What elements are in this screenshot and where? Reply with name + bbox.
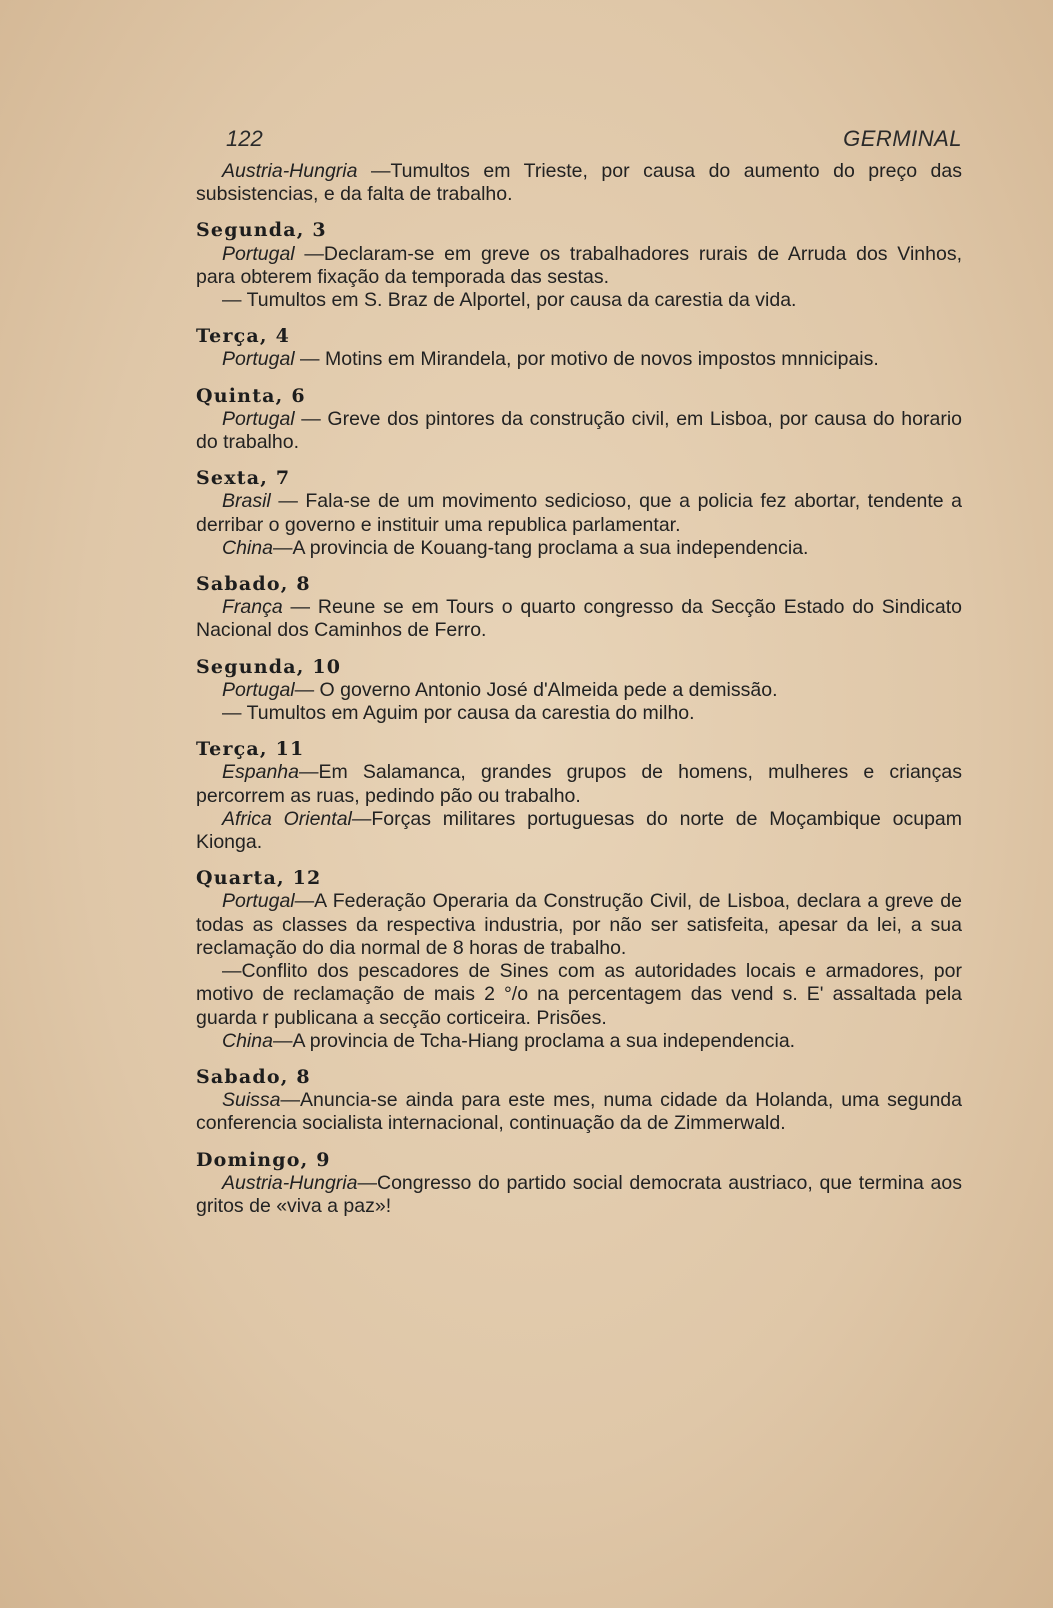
entry-text: —Forças militares portuguesas do norte de Moçambique ocupam Kionga. [196,807,963,854]
news-entry [196,596,962,642]
entry-country: Africa Oriental [222,807,352,830]
entry-text: — Fala-se de um movimento sedicioso, que a policia fez abortar, tendente a derribar o governo e instituir uma republica parlamentar. [196,490,962,536]
news-entry [196,408,962,454]
entry-text: — Tumultos em Aguim por causa da carestia do milho. [222,702,695,725]
day-heading: Segunda, 3 [196,219,327,242]
day-section [196,325,962,371]
journal-title: GERMINAL [843,126,962,151]
entry-text: — O governo Antonio José d'Almeida pede a demissão. [294,678,778,701]
entry-country: China [222,1029,273,1052]
day-heading: Sabado, 8 [196,573,311,596]
news-entry [196,1089,962,1135]
chronicle-body [196,160,962,1218]
entry-text: —Declaram-se em greve os trabalhadores rurais de Arruda dos Vinhos, para obterem fixação da temporada das sestas. [196,242,962,288]
entry-text: —Congresso do partido social democrata austriaco, que termina aos gritos de «viva a paz»! [196,1171,962,1217]
document-page [196,118,962,1218]
entry-country: Portugal [222,678,295,701]
day-section [196,385,962,455]
news-entry [196,289,962,312]
day-section [196,1149,962,1219]
entry-country: Suissa [222,1089,281,1112]
entry-text: —A Federação Operaria da Construção Civil, de Lisboa, declara a greve de todas as classes da respectiva industria, por não ser satisfeita, apesar da lei, a sua reclamação do dia normal de 8 horas de trabalho. [196,890,962,959]
entry-country: Portugal [222,407,295,430]
news-entry [196,702,962,725]
news-entry [196,890,962,960]
entry-country: França [222,596,283,619]
entry-text: — Greve dos pintores da construção civil, em Lisboa, por causa do horario do trabalho. [196,407,962,454]
page-header [196,118,962,160]
news-entry [196,537,962,560]
news-entry [196,1172,962,1218]
day-section [196,867,962,1053]
day-heading: Sabado, 8 [196,1065,311,1088]
day-section [196,573,962,643]
news-entry [196,490,962,536]
entry-country: Portugal [222,890,295,913]
day-heading: Sexta, 7 [196,467,291,490]
day-heading: Domingo, 9 [196,1148,331,1171]
entry-country: Austria-Hungria [222,160,358,182]
entry-text: —Conflito dos pescadores de Sines com as autoridades locais e armadores, por motivo de reclamação de mais 2 °/o na percentagem das vend s. E' assaltada pela guarda r publicana a secção corticeira. Prisões. [196,960,962,1029]
entry-text: —Anuncia-se ainda para este mes, numa cidade da Holanda, uma segunda conferencia socialista internacional, continuação da de Zimmerwald. [196,1089,962,1135]
entry-text: — Motins em Mirandela, por motivo de novos impostos mnnicipais. [294,348,879,371]
news-entry [196,960,962,1030]
day-heading: Segunda, 10 [196,655,342,678]
entry-text: — Tumultos em S. Braz de Alportel, por causa da carestia da vida. [222,289,797,312]
news-entry [196,808,962,854]
news-entry [196,1030,962,1053]
entry-text: — Reune se em Tours o quarto congresso da Secção Estado do Sindicato Nacional dos Caminhos de Ferro. [196,596,962,642]
entry-country: Portugal [222,348,295,371]
news-entry [196,679,962,702]
entry-country: China [222,536,273,559]
day-heading: Terça, 11 [196,738,305,761]
day-section [196,738,962,854]
entry-country: Espanha [222,761,299,784]
entry-text: —Tumultos em Trieste, por causa do aumento do preço das subsistencias, e da falta de trabalho. [196,160,962,206]
day-section [196,160,962,206]
day-section [196,219,962,312]
day-heading: Quarta, 12 [196,867,322,890]
day-section [196,1066,962,1136]
entry-text: —Em Salamanca, grandes grupos de homens, mulheres e crianças percorrem as ruas, pedindo pão ou trabalho. [196,761,962,807]
news-entry [196,243,962,289]
entry-country: Austria-Hungria [222,1171,358,1194]
news-entry [196,348,962,371]
entry-text: —A provincia de Tcha-Hiang proclama a sua independencia. [272,1029,796,1052]
entry-country: Brasil [222,490,271,513]
day-section [196,656,962,726]
day-heading: Quinta, 6 [196,384,306,407]
page-number: 122 [226,126,263,151]
entry-country: Portugal [222,242,295,265]
entry-text: —A provincia de Kouang-tang proclama a sua independencia. [272,536,809,559]
day-heading: Terça, 4 [196,325,290,348]
news-entry [196,761,962,807]
news-entry [196,160,962,206]
day-section [196,467,962,560]
